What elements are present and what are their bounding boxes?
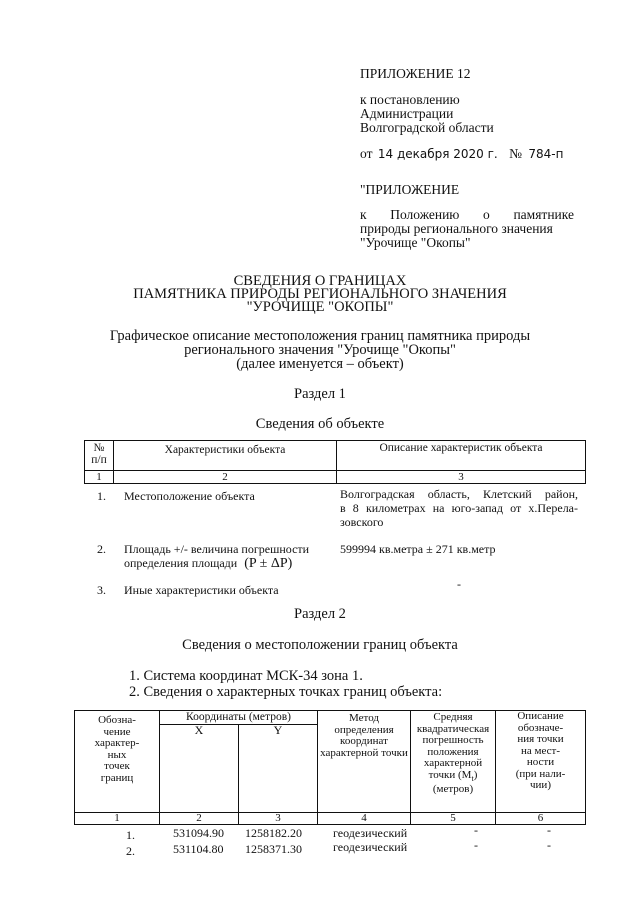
row-2-name-line-1: Площадь +/- величина погрешности: [124, 542, 310, 556]
col4-line-3: координат: [340, 735, 388, 747]
col-method-header: [318, 711, 411, 813]
col6-line-3: ния точки: [517, 733, 564, 745]
point-row-1-desc: -: [547, 823, 551, 837]
row-2-number: 2.: [97, 542, 106, 556]
col5-line-2: квадратическая: [416, 722, 490, 735]
point-row-2-number: 2.: [126, 844, 135, 858]
heading-line-2: ПАМЯТНИКА ПРИРОДЫ РЕГИОНАЛЬНОГО ЗНАЧЕНИЯ: [133, 286, 507, 302]
point-row-1-y: 1258182.20: [245, 826, 302, 840]
numbering-col-3: 3: [239, 813, 318, 825]
header-number-line-2: п/п: [91, 453, 107, 466]
inner-appendix-line-3: "Урочище "Окопы": [360, 235, 471, 250]
col1-line-2: чение: [103, 725, 131, 738]
object-info-table-header: [84, 440, 586, 484]
row-1-number: 1.: [97, 489, 106, 503]
subheading-line-3: (далее именуется – объект): [236, 356, 404, 372]
col5-line-7: (метров): [432, 783, 474, 796]
appendix-line-3: Волгоградской области: [360, 120, 494, 135]
point-row-2-x: 531104.80: [173, 842, 224, 856]
col5-line-4: положения: [427, 745, 479, 758]
inner-appendix-line-1: к Положению о памятнике: [360, 207, 574, 222]
header-characteristics: Характеристики объекта: [164, 444, 286, 456]
col-coordinates-header: [160, 711, 318, 725]
col5-line-6-close: ): [473, 768, 478, 781]
subheading-line-2: регионального значения "Урочище "Окопы": [184, 342, 456, 358]
numbering-col-1: 1: [75, 813, 160, 825]
row-2-name-line-2-text: определения площади: [124, 556, 238, 570]
section-1-title: Раздел 1: [294, 386, 346, 402]
col1-line-5: точек: [104, 760, 130, 772]
numbering-cell-2: 2: [114, 471, 337, 484]
subheading-line-1: Графическое описание местоположения границ памятника природы: [109, 328, 531, 344]
col4-line-2: определения: [334, 723, 394, 736]
y-header-text: Y: [273, 723, 283, 737]
col5-line-6-text: точки (М: [428, 768, 472, 781]
numbering-col-5: 5: [411, 813, 496, 825]
numbering-col-2: 2: [160, 813, 239, 825]
header-description-cell: [337, 441, 586, 471]
col-error-header: [411, 711, 496, 813]
col-description-header: [496, 711, 586, 813]
col-x-header: [160, 725, 239, 813]
heading-line-1: СВЕДЕНИЯ О ГРАНИЦАХ: [233, 273, 407, 289]
col1-line-6: границ: [100, 771, 134, 784]
col6-line-5: ности: [526, 756, 555, 768]
col5-line-6: [411, 770, 495, 785]
inner-appendix-line-2: природы регионального значения: [360, 221, 553, 236]
numbering-cell-3: 3: [337, 471, 586, 484]
numbering-col-6: 6: [496, 813, 586, 825]
col1-line-1: Обозна-: [98, 714, 136, 726]
coordinate-system-item: 1. Система координат МСК-34 зона 1.: [129, 668, 363, 684]
row-3-desc: -: [457, 577, 461, 591]
col5-line-1: Средняя: [433, 711, 473, 723]
col6-line-7: чии): [530, 779, 551, 791]
row-1-desc-line-2: в 8 километрах на юго-запад от х.Перела-: [340, 501, 578, 515]
row-2-desc: 599994 кв.метра ± 271 кв.метр: [340, 542, 496, 556]
col5-subscript: t: [471, 773, 474, 783]
section-2-title: Раздел 2: [294, 606, 346, 622]
row-2-name-line-2: [124, 557, 292, 570]
section-2-subtitle: Сведения о местоположении границ объекта: [182, 637, 458, 653]
col5-line-3: погрешность: [422, 734, 484, 746]
col1-line-4: ных: [107, 748, 127, 761]
appendix-date-line: [360, 146, 563, 162]
header-number-line-1: №: [93, 442, 105, 454]
col4-line-4: характерной точки: [320, 746, 408, 759]
point-row-2-error: -: [474, 838, 478, 852]
row-1-name: Местоположение объекта: [124, 489, 255, 503]
col5-line-5: характерной: [423, 757, 483, 769]
numbering-col-4: 4: [318, 813, 411, 825]
coordinates-header-text: Координаты (метров): [186, 711, 291, 723]
appendix-line-2: Администрации: [360, 106, 454, 121]
col6-line-4: на мест-: [521, 744, 560, 757]
point-row-2-desc: -: [547, 838, 551, 852]
x-header-text: X: [194, 723, 204, 737]
point-row-1-error: -: [474, 823, 478, 837]
header-number-cell: [85, 441, 114, 471]
col6-line-1: Описание: [517, 710, 564, 722]
row-2-formula: (P ± ΔP): [244, 556, 293, 571]
col6-line-2: обозначе-: [517, 721, 564, 734]
point-row-1-method: геодезический: [333, 826, 408, 840]
row-1-desc-line-1: Волгоградская область, Клетский район,: [340, 487, 578, 501]
appendix-line-1: к постановлению: [360, 92, 460, 107]
point-row-2-y: 1258371.30: [245, 842, 302, 856]
section-1-subtitle: Сведения об объекте: [255, 416, 385, 432]
inner-appendix-title: "ПРИЛОЖЕНИЕ: [360, 182, 460, 197]
row-3-number: 3.: [97, 583, 106, 597]
handwritten-date: 14 декабря 2020 г.: [377, 147, 498, 161]
heading-line-3: "УРОЧИЩЕ "ОКОПЫ": [246, 299, 394, 315]
handwritten-number: 784-п: [528, 147, 564, 161]
header-description: Описание характеристик объекта: [379, 442, 543, 454]
numbering-cell-1: 1: [85, 471, 114, 484]
col-point-designation-header: [75, 711, 160, 813]
point-row-1-number: 1.: [126, 828, 135, 842]
col6-line-6: (при нали-: [515, 767, 566, 780]
boundary-points-table: [74, 710, 586, 825]
point-row-1-x: 531094.90: [173, 826, 224, 840]
col-y-header: [239, 725, 318, 813]
col1-line-3: характер-: [94, 737, 140, 749]
row-3-name: Иные характеристики объекта: [124, 583, 279, 597]
appendix-title: ПРИЛОЖЕНИЕ 12: [360, 66, 471, 81]
date-prefix: от: [360, 146, 373, 161]
header-characteristics-cell: [114, 441, 337, 471]
points-info-item: 2. Сведения о характерных точках границ объекта:: [129, 684, 443, 700]
row-1-desc-line-3: зовского: [340, 515, 384, 529]
col4-line-1: Метод: [349, 712, 379, 724]
number-prefix: №: [509, 146, 523, 161]
point-row-2-method: геодезический: [333, 840, 408, 854]
